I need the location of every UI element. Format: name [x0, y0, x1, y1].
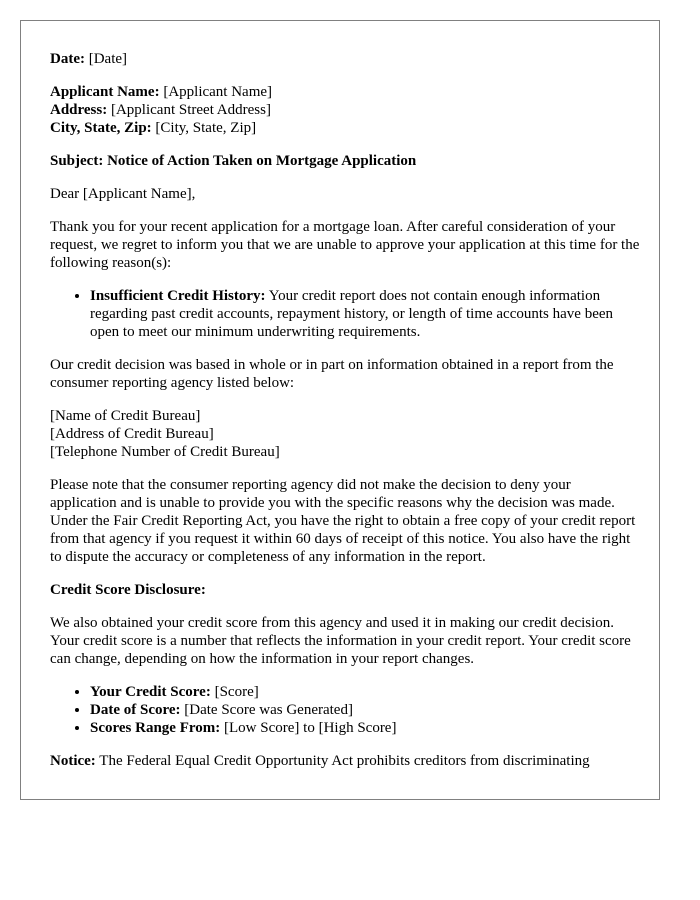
- score-item-label: Date of Score:: [90, 702, 181, 718]
- score-heading: [50, 581, 640, 599]
- rights-paragraph: Please note that the consumer reporting agency did not make the decision to deny your application and is unable to provide you with the specific reasons why the decision was made. Under the Fair Credit Reporting Act, you have the right to obtain a free copy of your credit report from that agency if you request it within 60 days of receipt of this notice. You also have the right to dispute the accuracy or completeness of any information in the report.: [50, 477, 636, 565]
- subject-line: [50, 152, 640, 170]
- letter-content: [50, 50, 640, 785]
- applicant-address-label: Address:: [50, 102, 108, 118]
- score-item-date: [90, 701, 640, 719]
- score-item-label: Scores Range From:: [90, 720, 221, 736]
- score-list: [50, 683, 640, 737]
- score-heading-text: Credit Score Disclosure:: [50, 582, 206, 598]
- reason-label: Insufficient Credit History:: [90, 288, 266, 304]
- bureau-address: [Address of Credit Bureau]: [50, 426, 214, 442]
- date-line: [50, 50, 640, 68]
- reasons-list: [50, 287, 640, 341]
- bureau-phone: [Telephone Number of Credit Bureau]: [50, 444, 280, 460]
- applicant-city-label: City, State, Zip:: [50, 120, 152, 136]
- reason-text: Your credit report does not contain enough information regarding past credit accounts, repayment history, or length of time accounts have been open to meet our minimum underwriting requirements.: [90, 288, 614, 340]
- notice-text: The Federal Equal Credit Opportunity Act prohibits creditors from discriminating: [99, 753, 590, 769]
- notice-label: Notice:: [50, 753, 96, 769]
- applicant-name-value: [Applicant Name]: [163, 84, 273, 100]
- notice-paragraph: [50, 752, 640, 770]
- score-item-label: Your Credit Score:: [90, 684, 211, 700]
- applicant-city-value: [City, State, Zip]: [155, 120, 257, 136]
- applicant-name-label: Applicant Name:: [50, 84, 160, 100]
- reason-item: [90, 287, 640, 341]
- date-value: [Date]: [88, 51, 128, 67]
- date-label: Date:: [50, 51, 85, 67]
- score-item-text: [Low Score] to [High Score]: [224, 720, 397, 736]
- applicant-block: [50, 83, 640, 137]
- bureau-name: [Name of Credit Bureau]: [50, 408, 201, 424]
- subject-text: Subject: Notice of Action Taken on Mortgage Application: [50, 153, 417, 169]
- intro-paragraph: Thank you for your recent application for a mortgage loan. After careful consideration of your request, we regret to inform you that we are unable to approve your application at this time for the following reason(s):: [50, 219, 640, 271]
- score-item-value: [90, 683, 640, 701]
- score-item-text: [Score]: [214, 684, 259, 700]
- score-item-range: [90, 719, 640, 737]
- applicant-address-value: [Applicant Street Address]: [110, 102, 271, 118]
- bureau-intro-paragraph: Our credit decision was based in whole or in part on information obtained in a report from the consumer reporting agency listed below:: [50, 357, 614, 391]
- letter-page: [20, 20, 660, 800]
- bureau-block: [50, 407, 640, 461]
- score-item-text: [Date Score was Generated]: [184, 702, 353, 718]
- score-intro-paragraph: We also obtained your credit score from this agency and used it in making our credit decision. Your credit score is a number that reflects the information in your credit report. Your credit score can change, depending on how the information in your report changes.: [50, 615, 631, 667]
- salutation: Dear [Applicant Name],: [50, 186, 196, 202]
